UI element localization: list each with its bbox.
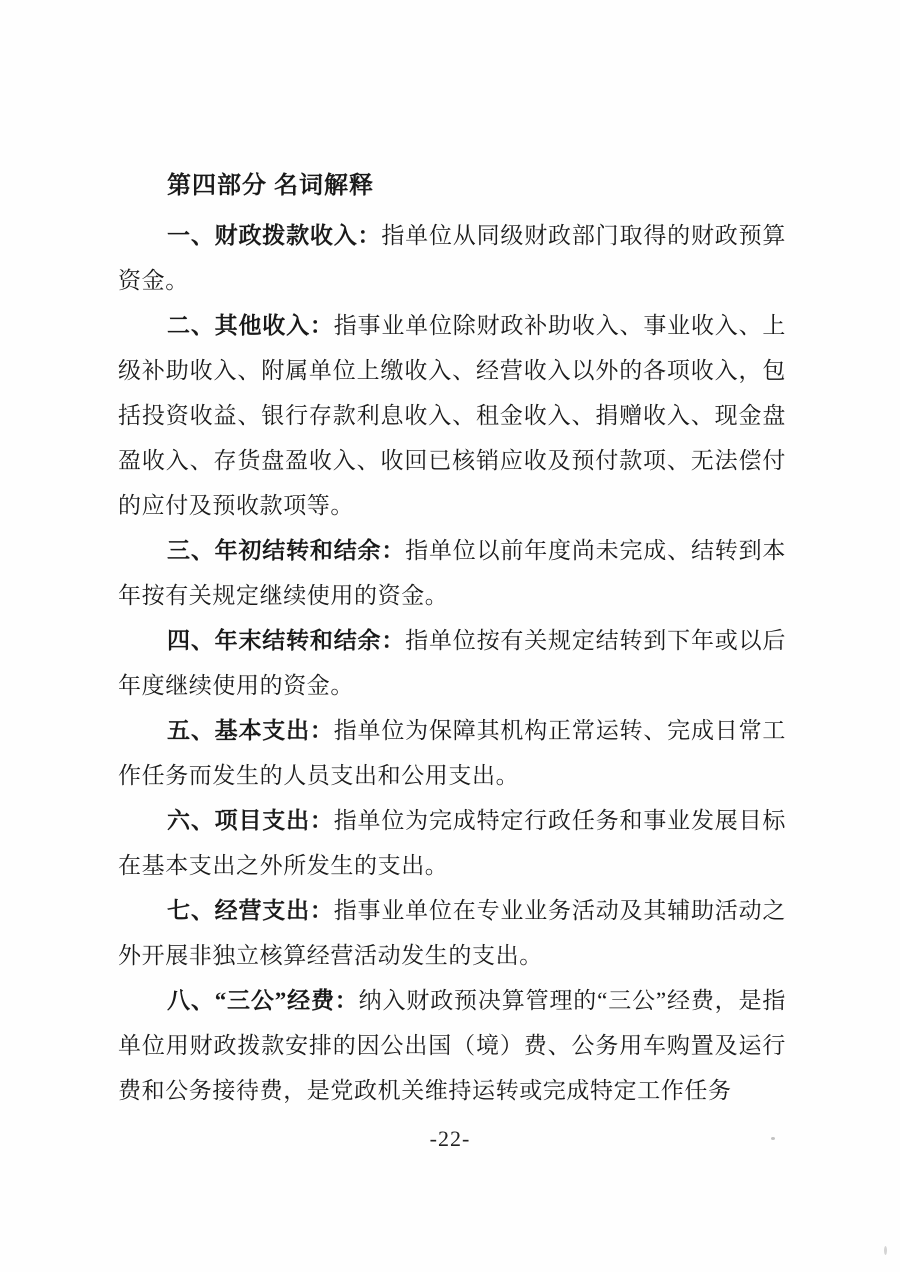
definition-paragraph-1 <box>118 213 786 303</box>
term-jiben-zhichu: 五、基本支出： <box>167 718 334 743</box>
definition-paragraph-3 <box>118 528 786 618</box>
term-nianchu-jiezhuan-jieyu: 三、年初结转和结余： <box>167 538 406 563</box>
term-nianmo-jiezhuan-jieyu: 四、年末结转和结余： <box>167 628 406 653</box>
definition-paragraph-8 <box>118 978 786 1113</box>
term-jingying-zhichu: 七、经营支出： <box>167 898 334 923</box>
definition-text: 指单位按有关规定结转到下年或以后年度继续使用的资金。 <box>118 628 786 698</box>
definition-text: 指单位为完成特定行政任务和事业发展目标在基本支出之外所发生的支出。 <box>118 808 786 878</box>
definition-paragraph-4 <box>118 618 786 708</box>
definition-text: 指单位从同级财政部门取得的财政预算资金。 <box>118 223 786 293</box>
definition-text: 指事业单位在专业业务活动及其辅助活动之外开展非独立核算经营活动发生的支出。 <box>118 898 786 968</box>
definition-paragraph-6 <box>118 798 786 888</box>
definition-paragraph-2 <box>118 303 786 528</box>
page-number: -22- <box>429 1126 471 1151</box>
definition-text: 纳入财政预决算管理的“三公”经费，是指单位用财政拨款安排的因公出国（境）费、公务用车购置及运行费和公务接待费，是党政机关维持运转或完成特定工作任务 <box>118 988 786 1103</box>
definition-text: 指事业单位除财政补助收入、事业收入、上级补助收入、附属单位上缴收入、经营收入以外的各项收入，包括投资收益、银行存款利息收入、租金收入、捐赠收入、现金盘盈收入、存货盘盈收入、收回已核销应收及预付款项、无法偿付的应付及预收款项等。 <box>118 313 786 518</box>
scan-speck <box>884 1246 887 1255</box>
definition-text: 指单位为保障其机构正常运转、完成日常工作任务而发生的人员支出和公用支出。 <box>118 718 786 788</box>
term-qita-shouru: 二、其他收入： <box>167 313 334 338</box>
term-caizheng-bokuan-shouru: 一、财政拨款收入： <box>167 223 382 248</box>
scan-speck <box>771 1137 775 1140</box>
definition-text: 指单位以前年度尚未完成、结转到本年按有关规定继续使用的资金。 <box>118 538 786 608</box>
definition-paragraph-5 <box>118 708 786 798</box>
definition-paragraph-7 <box>118 888 786 978</box>
term-sangong-jingfei: 八、“三公”经费： <box>167 988 359 1013</box>
term-xiangmu-zhichu: 六、项目支出： <box>167 808 334 833</box>
section-title: 第四部分 名词解释 <box>167 173 374 199</box>
document-body <box>118 164 786 1113</box>
